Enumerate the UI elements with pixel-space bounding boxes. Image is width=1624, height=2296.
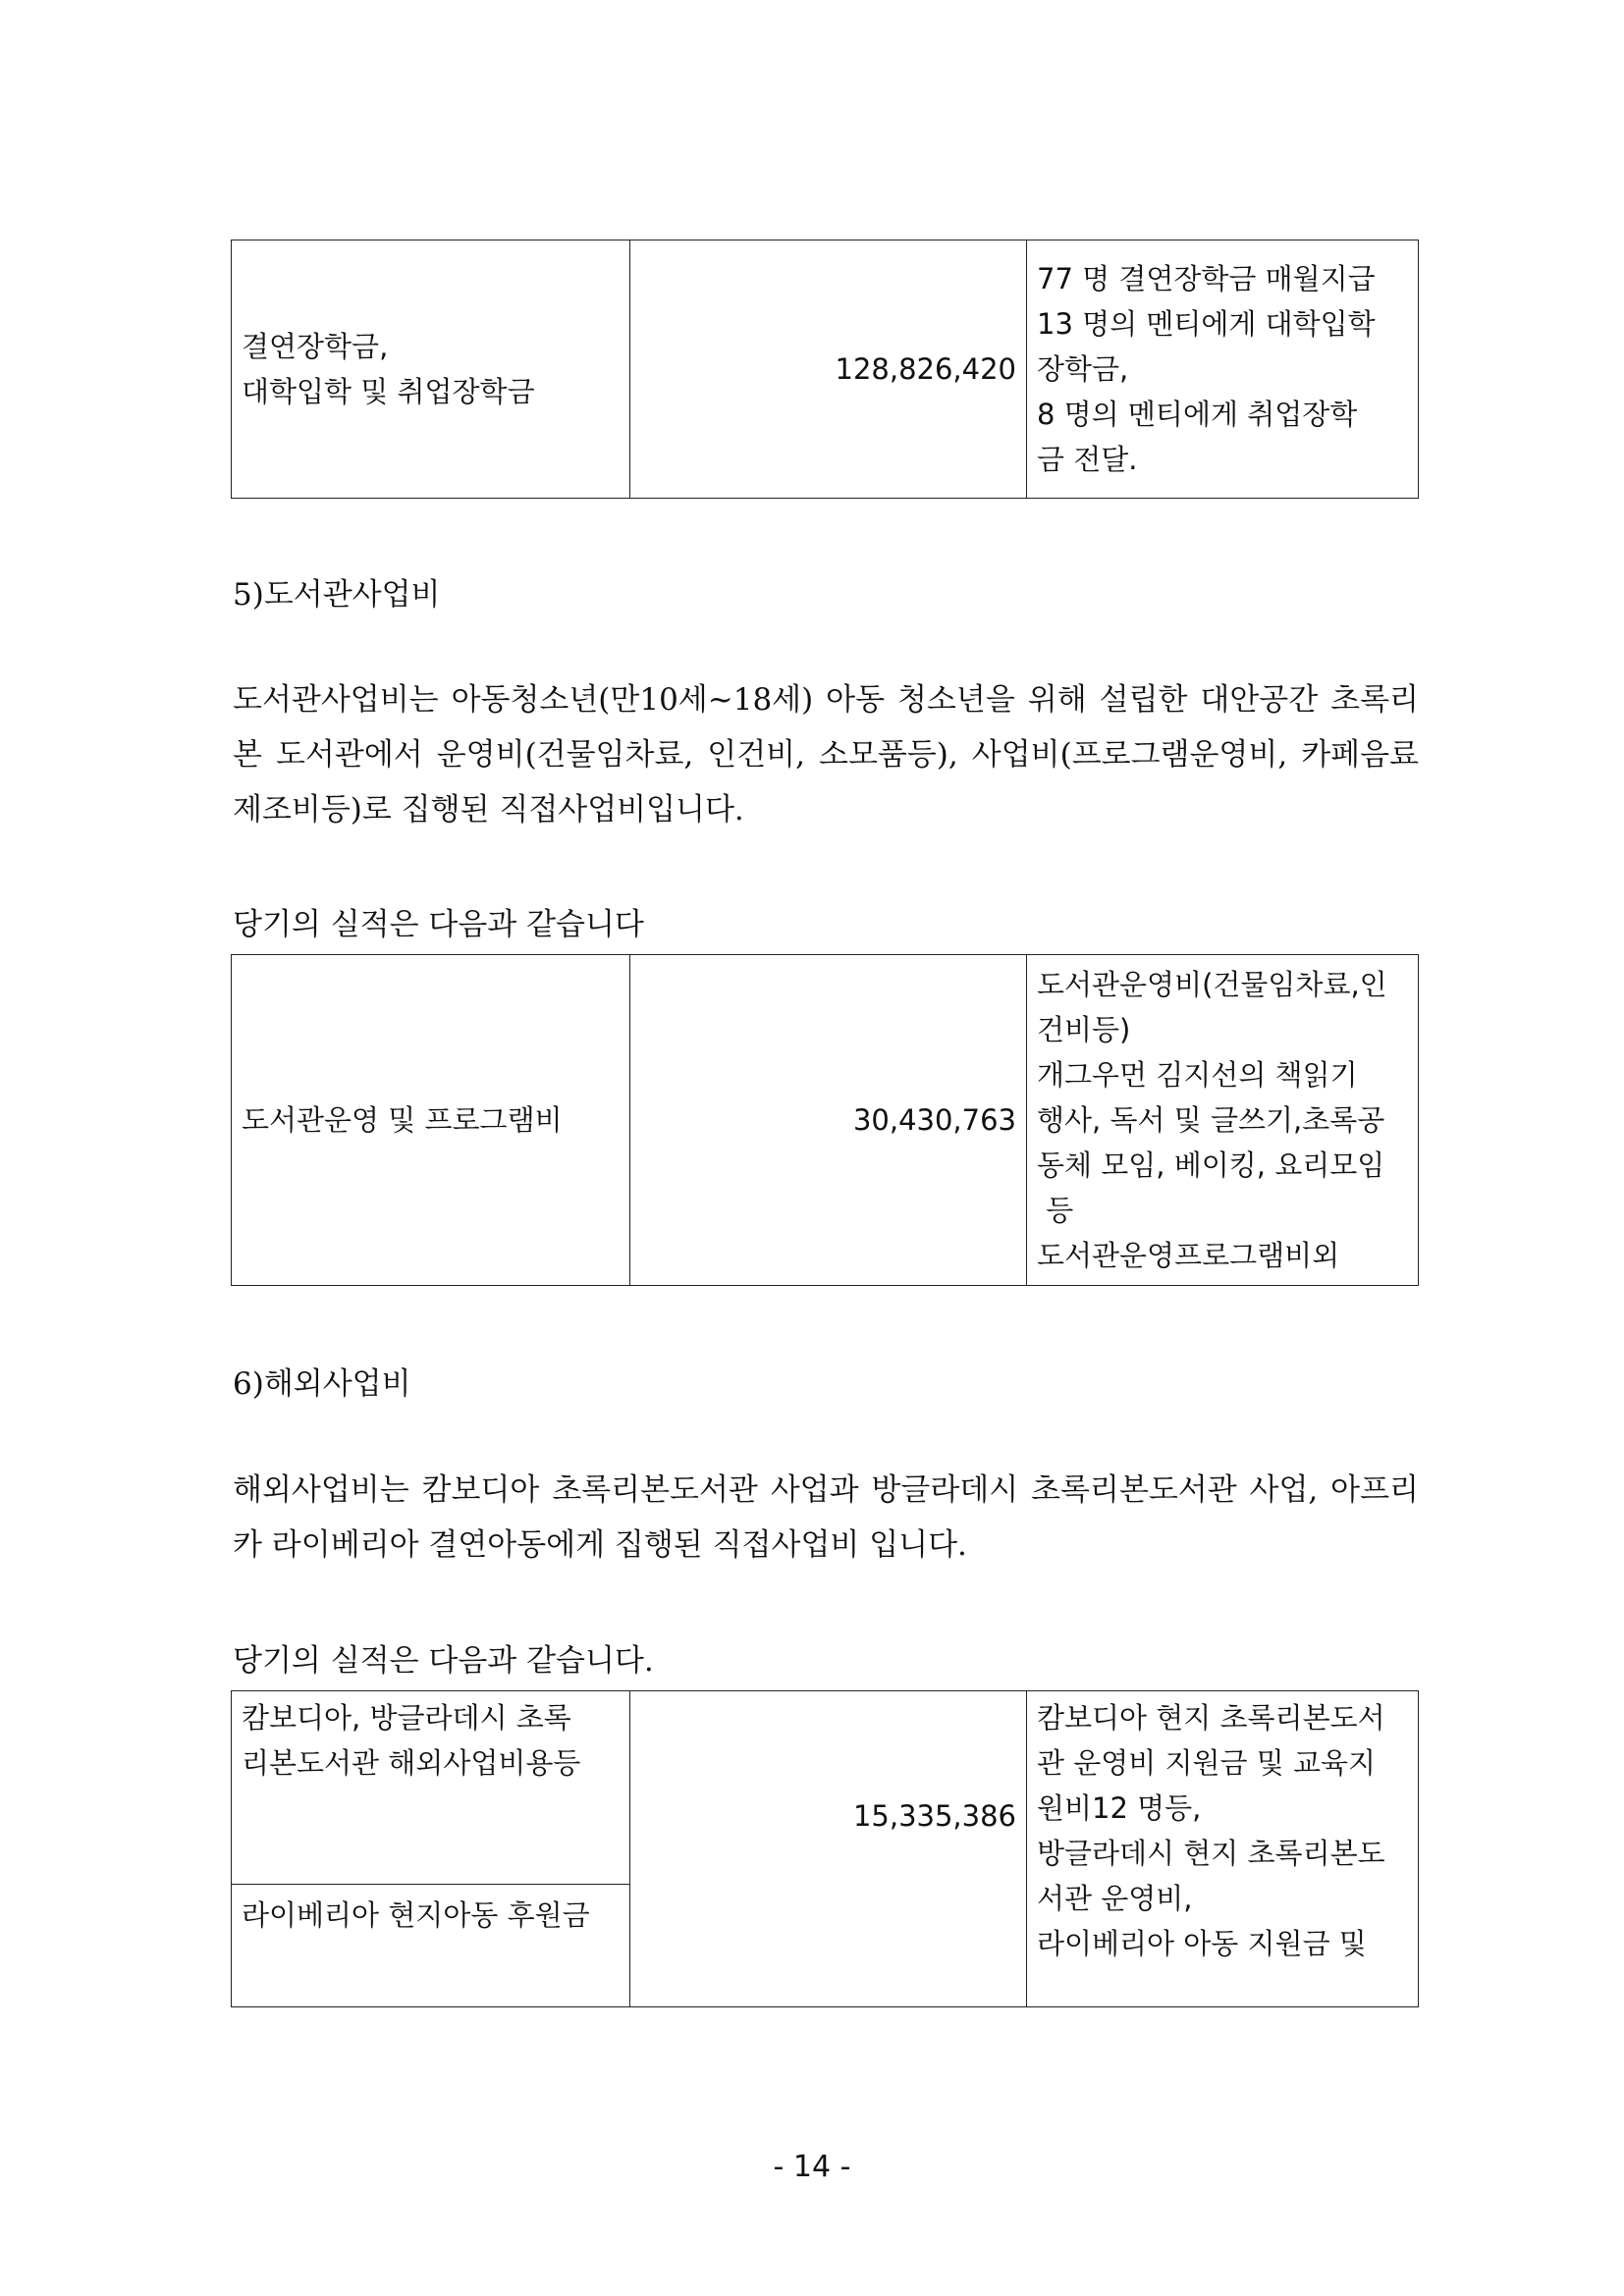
item-line: 결연장학금, <box>242 330 389 363</box>
item-cell <box>232 1885 630 2007</box>
item-line: 라이베리아 현지아동 후원금 <box>242 1898 590 1932</box>
desc-line: 관 운영비 지원금 및 교육지 <box>1037 1746 1377 1780</box>
results-intro: 당기의 실적은 다음과 같습니다. <box>233 1643 654 1679</box>
desc-line: 서관 운영비, <box>1037 1882 1193 1915</box>
desc-line: 라이베리아 아동 지원금 및 <box>1037 1927 1367 1960</box>
item-line: 캄보디아, 방글라데시 초록 <box>242 1701 571 1735</box>
overseas-table <box>231 1690 1419 2007</box>
description-cell <box>1027 1691 1419 2007</box>
desc-line: 건비등) <box>1037 1013 1131 1046</box>
amount-cell <box>630 1691 1027 2007</box>
amount-cell: 30,430,763 <box>630 955 1027 1286</box>
desc-line: 등 <box>1037 1194 1074 1227</box>
table-row <box>232 240 1419 499</box>
section-heading: 5)도서관사업비 <box>233 577 441 613</box>
desc-line: 금 전달. <box>1037 443 1138 476</box>
amount-value: 15,335,386 <box>852 1799 1016 1833</box>
library-table <box>231 954 1419 1286</box>
table-row <box>232 1691 1419 1885</box>
item-line: 리본도서관 해외사업비용등 <box>242 1746 581 1780</box>
desc-line: 동체 모임, 베이킹, 요리모임 <box>1037 1148 1385 1182</box>
description-cell <box>1027 955 1419 1286</box>
item-cell: 도서관운영 및 프로그램비 <box>232 955 630 1286</box>
description-cell <box>1027 240 1419 499</box>
desc-line: 캄보디아 현지 초록리본도서 <box>1037 1701 1385 1735</box>
desc-line: 개그우먼 김지선의 책읽기 <box>1037 1058 1358 1092</box>
desc-line: 도서관운영비(건물임차료,인 <box>1037 968 1387 1001</box>
desc-line: 77 명 결연장학금 매월지급 <box>1037 262 1376 295</box>
amount-cell: 128,826,420 <box>630 240 1027 499</box>
results-intro: 당기의 실적은 다음과 같습니다 <box>233 907 644 942</box>
desc-line: 원비12 명등, <box>1037 1791 1202 1825</box>
desc-line: 도서관운영프로그램비외 <box>1037 1239 1340 1272</box>
section-paragraph: 도서관사업비는 아동청소년(만10세~18세) 아동 청소년을 위해 설립한 대안공간 초록리본 도서관에서 운영비(건물임차료, 인건비, 소모품등), 사업비(프로그램운영비, 카페음료제조비등)로 집행된 직접사업비입니다. <box>233 682 1419 828</box>
section-paragraph: 해외사업비는 캄보디아 초록리본도서관 사업과 방글라데시 초록리본도서관 사업, 아프리카 라이베리아 결연아동에게 집행된 직접사업비 입니다. <box>233 1472 1419 1563</box>
table-row <box>232 955 1419 1286</box>
page-number: - 14 - <box>773 2150 851 2184</box>
desc-line: 13 명의 멘티에게 대학입학 <box>1037 307 1376 341</box>
scholarship-table <box>231 240 1419 499</box>
desc-line: 8 명의 멘티에게 취업장학 <box>1037 398 1358 431</box>
desc-line: 행사, 독서 및 글쓰기,초록공 <box>1037 1103 1385 1137</box>
desc-line: 장학금, <box>1037 352 1129 386</box>
item-line: 대학입학 및 취업장학금 <box>242 375 535 408</box>
section-heading: 6)해외사업비 <box>233 1366 411 1402</box>
item-cell <box>232 240 630 499</box>
desc-line: 방글라데시 현지 초록리본도 <box>1037 1837 1385 1870</box>
item-cell <box>232 1691 630 1885</box>
